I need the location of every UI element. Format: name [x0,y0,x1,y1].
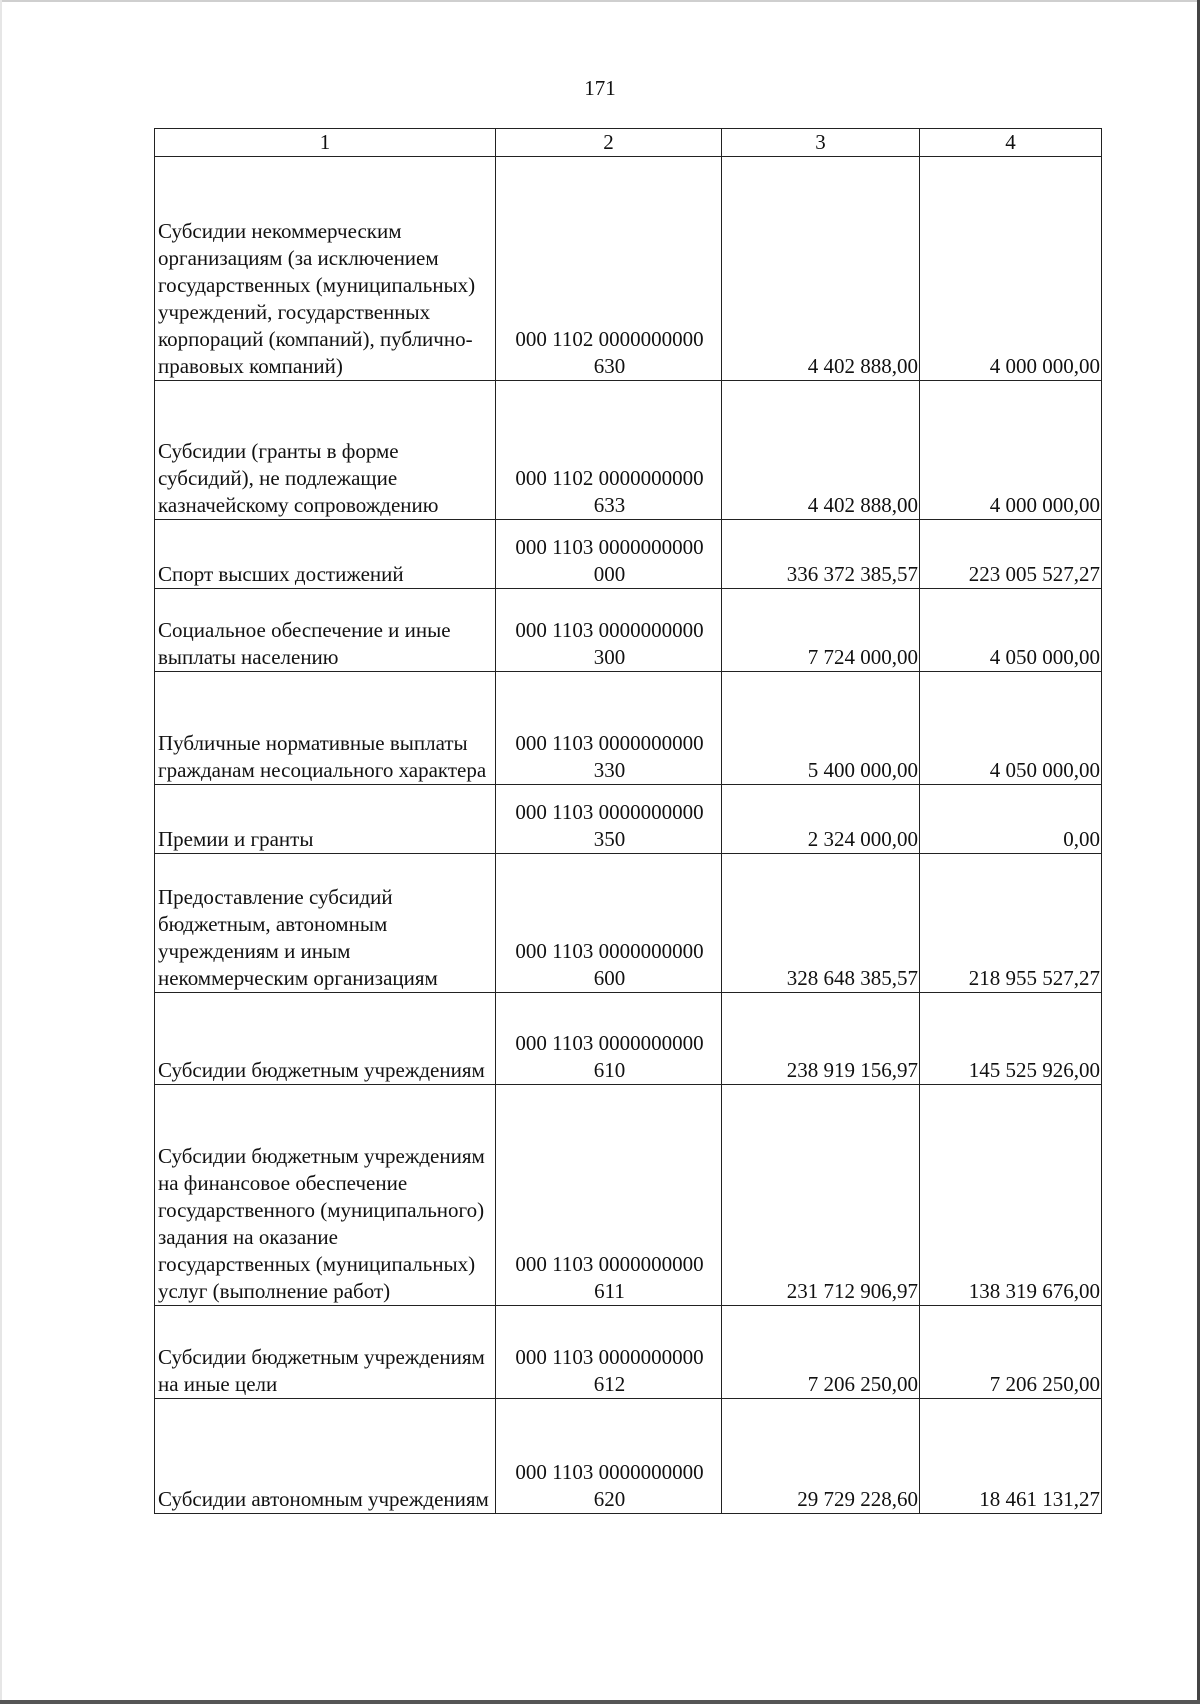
row-code-line2: 350 [593,827,626,851]
row-name: Социальное обеспечение и иные выплаты населению [155,589,496,672]
row-value-col4: 7 206 250,00 [920,1306,1102,1399]
row-code [496,520,722,589]
row-code-line1: 000 1103 0000000000 [515,618,704,642]
row-value-col3: 231 712 906,97 [722,1085,920,1306]
row-value-col3: 5 400 000,00 [722,672,920,785]
row-code-line1: 000 1103 0000000000 [515,800,704,824]
row-code-line2: 633 [593,493,626,517]
row-code [496,854,722,993]
table-row [155,785,1102,854]
table-row [155,1306,1102,1399]
row-value-col4: 223 005 527,27 [920,520,1102,589]
row-code-line1: 000 1102 0000000000 [515,466,704,490]
row-value-col3: 2 324 000,00 [722,785,920,854]
table-header-row [155,129,1102,157]
column-header-4: 4 [920,129,1102,157]
table-row [155,381,1102,520]
table-row [155,854,1102,993]
row-code-line2: 612 [593,1372,626,1396]
row-code-line2: 300 [593,645,626,669]
row-value-col3: 4 402 888,00 [722,381,920,520]
scan-edge-top [0,0,1200,2]
row-code [496,1085,722,1306]
row-value-col4: 0,00 [920,785,1102,854]
row-name: Субсидии автономным учреждениям [155,1399,496,1514]
row-code [496,1306,722,1399]
row-code [496,785,722,854]
row-name: Предоставление субсидий бюджетным, автономным учреждениям и иным некоммерческим организациям [155,854,496,993]
column-header-1: 1 [155,129,496,157]
row-name: Спорт высших достижений [155,520,496,589]
row-code [496,157,722,381]
table-row [155,157,1102,381]
table-row [155,589,1102,672]
row-code-line1: 000 1102 0000000000 [515,327,704,351]
row-code-line2: 620 [593,1487,626,1511]
row-value-col3: 238 919 156,97 [722,993,920,1085]
row-code-line1: 000 1103 0000000000 [515,535,704,559]
row-value-col4: 4 000 000,00 [920,381,1102,520]
row-code-line2: 610 [593,1058,626,1082]
page-number: 171 [584,76,616,100]
row-value-col4: 138 319 676,00 [920,1085,1102,1306]
row-value-col3: 328 648 385,57 [722,854,920,993]
row-name: Субсидии некоммерческим организациям (за исключением государственных (муниципальных) учреждений, государственных корпораций (компаний), публично-правовых компаний) [155,157,496,381]
row-code-line1: 000 1103 0000000000 [515,1252,704,1276]
row-value-col3: 4 402 888,00 [722,157,920,381]
row-code-line1: 000 1103 0000000000 [515,731,704,755]
table-row [155,1399,1102,1514]
column-header-2: 2 [496,129,722,157]
row-value-col4: 218 955 527,27 [920,854,1102,993]
row-value-col3: 336 372 385,57 [722,520,920,589]
row-code-line2: 600 [593,966,626,990]
column-header-3: 3 [722,129,920,157]
row-code-line2: 330 [593,758,626,782]
row-code-line1: 000 1103 0000000000 [515,1031,704,1055]
row-code [496,993,722,1085]
scan-edge-bottom [0,1700,1200,1704]
row-name: Премии и гранты [155,785,496,854]
table-row [155,993,1102,1085]
row-code-line1: 000 1103 0000000000 [515,1345,704,1369]
row-name: Субсидии бюджетным учреждениям [155,993,496,1085]
table-row [155,520,1102,589]
row-value-col4: 18 461 131,27 [920,1399,1102,1514]
row-code-line2: 000 [593,562,626,586]
row-value-col3: 29 729 228,60 [722,1399,920,1514]
row-code-line1: 000 1103 0000000000 [515,939,704,963]
row-code-line2: 630 [593,354,626,378]
row-value-col4: 145 525 926,00 [920,993,1102,1085]
row-code [496,1399,722,1514]
row-code-line1: 000 1103 0000000000 [515,1460,704,1484]
row-code [496,672,722,785]
row-value-col4: 4 050 000,00 [920,589,1102,672]
row-name: Субсидии бюджетным учреждениям на финансовое обеспечение государственного (муниципального) задания на оказание государственных (муниципальных) услуг (выполнение работ) [155,1085,496,1306]
row-code [496,381,722,520]
row-code [496,589,722,672]
row-value-col4: 4 000 000,00 [920,157,1102,381]
table-row [155,1085,1102,1306]
scan-edge-left [0,0,2,1704]
row-name: Публичные нормативные выплаты гражданам несоциального характера [155,672,496,785]
budget-table [154,128,1102,1514]
row-value-col4: 4 050 000,00 [920,672,1102,785]
row-name: Субсидии (гранты в форме субсидий), не подлежащие казначейскому сопровождению [155,381,496,520]
row-code-line2: 611 [594,1279,625,1303]
row-value-col3: 7 206 250,00 [722,1306,920,1399]
row-value-col3: 7 724 000,00 [722,589,920,672]
table-row [155,672,1102,785]
row-name: Субсидии бюджетным учреждениям на иные цели [155,1306,496,1399]
